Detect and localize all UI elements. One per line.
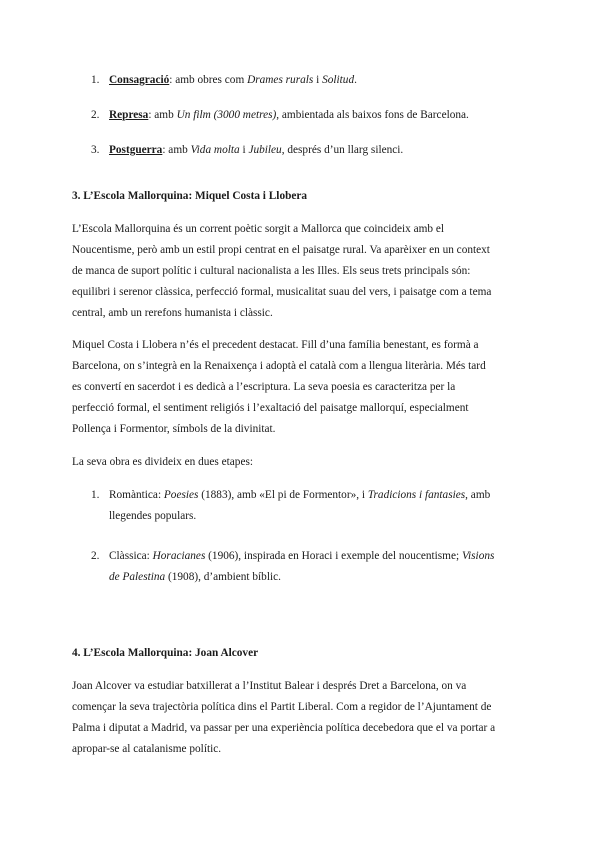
list-item: Clàssica: Horacianes (1906), inspirada en Horaci i exemple del noucentisme; Visions <box>109 550 495 562</box>
list-item-continuation: de Palestina (1908), d’ambient bíblic. <box>109 571 281 583</box>
list-number: 1. <box>91 74 100 86</box>
text-line: equilibri i serenor clàssica, perfecció formal, musicalitat suau del vers, i paisatge com a tema <box>72 286 492 298</box>
list-intro: La seva obra es divideix en dues etapes: <box>72 456 253 468</box>
list-number: 1. <box>91 489 100 501</box>
text-line: Palma i diputat a Madrid, va passar per una experiència política decebedora que el va portar a <box>72 722 496 734</box>
list-number: 2. <box>91 109 100 121</box>
text-line: central, amb un rerefons humanista i clàssic. <box>72 307 273 319</box>
list-item-continuation: llegendes populars. <box>109 510 197 522</box>
text-line: L’Escola Mallorquina és un corrent poètic sorgit a Mallorca que coincideix amb el <box>72 223 445 235</box>
section-heading: 4. L’Escola Mallorquina: Joan Alcover <box>72 647 259 659</box>
term: Represa <box>109 109 149 121</box>
term: Postguerra <box>109 144 163 156</box>
text-line: començar la seva trajectòria política dins el Partit Liberal. Com a regidor de l’Ajuntament de <box>72 701 492 713</box>
text-line: apropar-se al catalanisme polític. <box>72 743 222 755</box>
text-line: Pollença i Formentor, símbols de la divinitat. <box>72 423 276 435</box>
list-item: Consagració: amb obres com Drames rurals i Solitud. <box>109 74 357 86</box>
list-number: 2. <box>91 550 100 562</box>
list-number: 3. <box>91 144 100 156</box>
list-item: Postguerra: amb Vida molta i Jubileu, després d’un llarg silenci. <box>109 144 404 156</box>
text-line: perfecció formal, el sentiment religiós i l’exaltació del paisatge mallorquí, especialment <box>72 402 469 414</box>
list-item: Romàntica: Poesies (1883), amb «El pi de Formentor», i Tradicions i fantasies, amb <box>109 489 491 501</box>
text-line: Noucentisme, però amb un estil propi centrat en el paisatge rural. Va aparèixer en un context <box>72 244 490 256</box>
text-line: Joan Alcover va estudiar batxillerat a l’Institut Balear i després Dret a Barcelona, on va <box>72 680 467 692</box>
text-line: Miquel Costa i Llobera n’és el precedent destacat. Fill d’una família benestant, es formà a <box>72 339 479 351</box>
text-line: es convertí en sacerdot i es dedicà a l’escriptura. La seva poesia es caracteritza per la <box>72 381 456 393</box>
term: Consagració <box>109 74 170 86</box>
text-line: Barcelona, on s’integrà en la Renaixença i adoptà el català com a llengua literària. Més tard <box>72 360 486 372</box>
text-line: de manca de suport polític i cultural nacionalista a les Illes. Els seus trets principals són: <box>72 265 471 277</box>
list-item: Represa: amb Un film (3000 metres), ambientada als baixos fons de Barcelona. <box>109 109 469 121</box>
section-heading: 3. L’Escola Mallorquina: Miquel Costa i Llobera <box>72 190 308 202</box>
